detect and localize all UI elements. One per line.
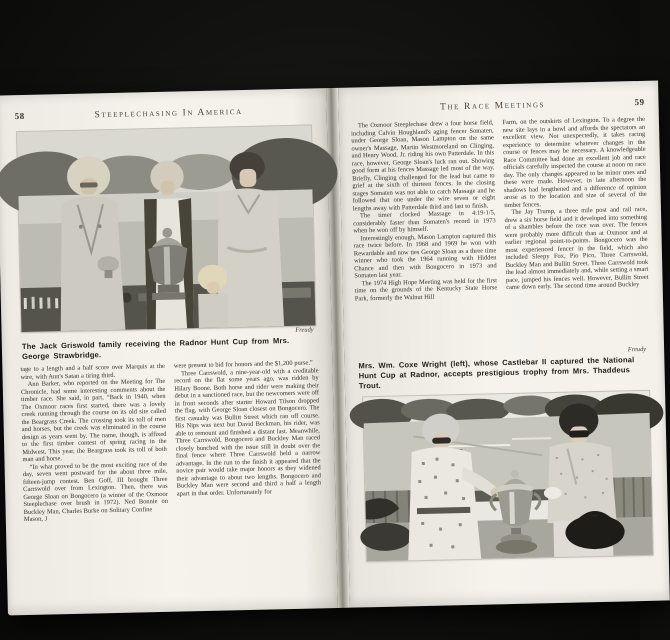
page-59-column-2 <box>502 116 650 348</box>
running-head-right: The Race Meetings <box>439 100 546 113</box>
page-58-header <box>15 104 313 126</box>
page-number-right: 59 <box>634 96 645 108</box>
page-58-column-1 <box>20 363 170 600</box>
trophy-presentation-photo <box>363 391 653 561</box>
paragraph-truncated: Mason, J <box>23 515 48 524</box>
child <box>197 264 228 328</box>
paragraph: The Jay Trump, a three mile post and rail race, drew a six horse field and it developed into something of a shambles before the race was over. The fences were probably more difficult than at Oxmoor and at earlier regional point-to-points. Bongocero was the most experienced fencer in the field, which also included Sleepy Fox, Pio Pico, Three Carrswold, Buckley Man and Bullitt Street. Three Carrswold took the lead almost immediately and, while setting a smart pace, jumped his fences well. However, Bullitt Street came down early. The second time around Buckley <box>504 205 649 292</box>
page-58-column-2 <box>174 359 324 596</box>
page-58-body <box>20 359 323 600</box>
paragraph: Farm, on the outskirts of Lexington. To a degree the new site lays in a bowl and affords the spectators an excellent view. Not unexpectedly, it takes racing experience to determine whatever changes in the course or fences may be necessary. A knowledgeable Race Committee had done an excellent job and race officials carefully inspected the course at noon on race day. The only changes appeared to be minor ones and these were made. However, in late afternoon the shadows had lengthened and a difference of opinion arose as to the location and size of several of the timber fences. <box>502 115 647 209</box>
paragraph: The timer clocked Massage in 4:19-1/5, considerably faster than Somaten's record in 1973 when he won off by himself. <box>353 209 496 235</box>
caption-right: Mrs. Wm. Coxe Wright (left), whose Castlebar II captured the National Hunt Cup at Radnor, accepts prestigious trophy from Mrs. Thaddeus Trout. <box>358 355 635 391</box>
paragraph: The Oxmoor Steeplechase drew a four horse field, including Calvin Houghland's aging fencer Somaten, under George Sloan, Mason Lampton on the same owner's Massage, Martin Westmoreland on Clinging, and Henry Wood, Jr. riding his own Patterdale. In this race, however, George Sloan's luck ran out. Showing good form at his fences Massage led most of the way. Briefly, Clinging challenged for the lead but came to grief at the sixth of thirteen fences. In the closing stages Somaten was not able to catch Massage and he followed that one under the wire seven or eight lengths away with Patterdale third and last to finish. <box>351 119 496 213</box>
photo-credit-left: Freudy <box>295 326 314 334</box>
paragraph: tage to a length and a half score over Marquis at the wire, with Ann's Satan a tiring third. <box>20 362 165 381</box>
paragraph: “In what proved to be the most exciting race of the day, seven went postward for the about three mile, fifteen-jump contest. Ben Goff, III brought Three Carrswold over from Lexington. Then, there was George Sloan on Bongocero (a winner of the Oxmoor Steeplechase over brush in 1972). Ned Bonnie on Buckley Man, Charles Burke on Solitary Confine <box>22 460 169 516</box>
family-trophy-photo-art <box>17 125 315 332</box>
page-59-header <box>350 97 644 119</box>
running-head-left: Steeplechasing In America <box>94 106 243 121</box>
page-59 <box>338 81 670 608</box>
family-trophy-photo <box>17 125 315 332</box>
paragraph: Interestingly enough, Mason Lampton captured this race twice before. In 1968 and 1969 he won with Rewardable and now ties George Sloan as a three time winner who took the 1964 running with Hidden Chance and then with Bongocero in 1973 and Somaten last year. <box>353 231 497 280</box>
page-59-column-1 <box>351 119 499 351</box>
page-59-body <box>351 116 650 352</box>
caption-left: The Jack Griswold family receiving the Radnor Hunt Cup from Mrs. George Strawbridge. <box>21 335 290 362</box>
page-58 <box>0 88 338 615</box>
page-number-left: 58 <box>14 110 25 122</box>
paragraph: were present to bid for honors and the $1,200 purse.” <box>173 359 313 370</box>
trophy-presentation-photo-art <box>363 391 653 561</box>
paragraph: Three Carrswold, a nine-year-old with a creditable record on the flat some years ago, was ridden by Hilary Boone. Both horse and rider were making their debut in a sanctioned race, but the newcomers were off in front seconds after starter Howard Tilson dropped the flag, with George Sloan closest on Bongocero. The first casualty was Bullitt Street which ran off course. His Nips was next but David Beckman, his rider, was able to remount and finished a distant last. Meanwhile, Three Carrswold, Bongocero and Buckley Man raced closely bunched with the issue still in doubt over the final fence where Three Carrswold held a narrow advantage. In the run to the finish it appeared that the novice pair would take major honors as they widened their advantage to about two lengths. Bongocero and Buckley Man were second and third a half a length apart in that order. Unfortunately for <box>174 366 322 498</box>
photo-credit-right: Freudy <box>627 345 647 354</box>
book-spread <box>0 81 670 616</box>
paragraph: The 1974 High Hope Meeting was held for the first time on the grounds of the Kentucky State Horse Park, formerly the Walnut Hill <box>354 276 498 302</box>
paragraph: Ann Barker, who reported on the Meeting for The Chronicle, had some interesting comments about the timber race. She said, in part, “Back in 1940, when The Oxmoor races first started, there was a lovely creek running through the course on its old site called the Beargrass Creek. The crossing took its toll of men and horses, but the creek was eliminated in the course design as years went by. The name, though, is affixed to the first timber contest of spring racing in the Midwest. This year, the Beargrass took its toll of both man and horse. <box>20 377 167 464</box>
